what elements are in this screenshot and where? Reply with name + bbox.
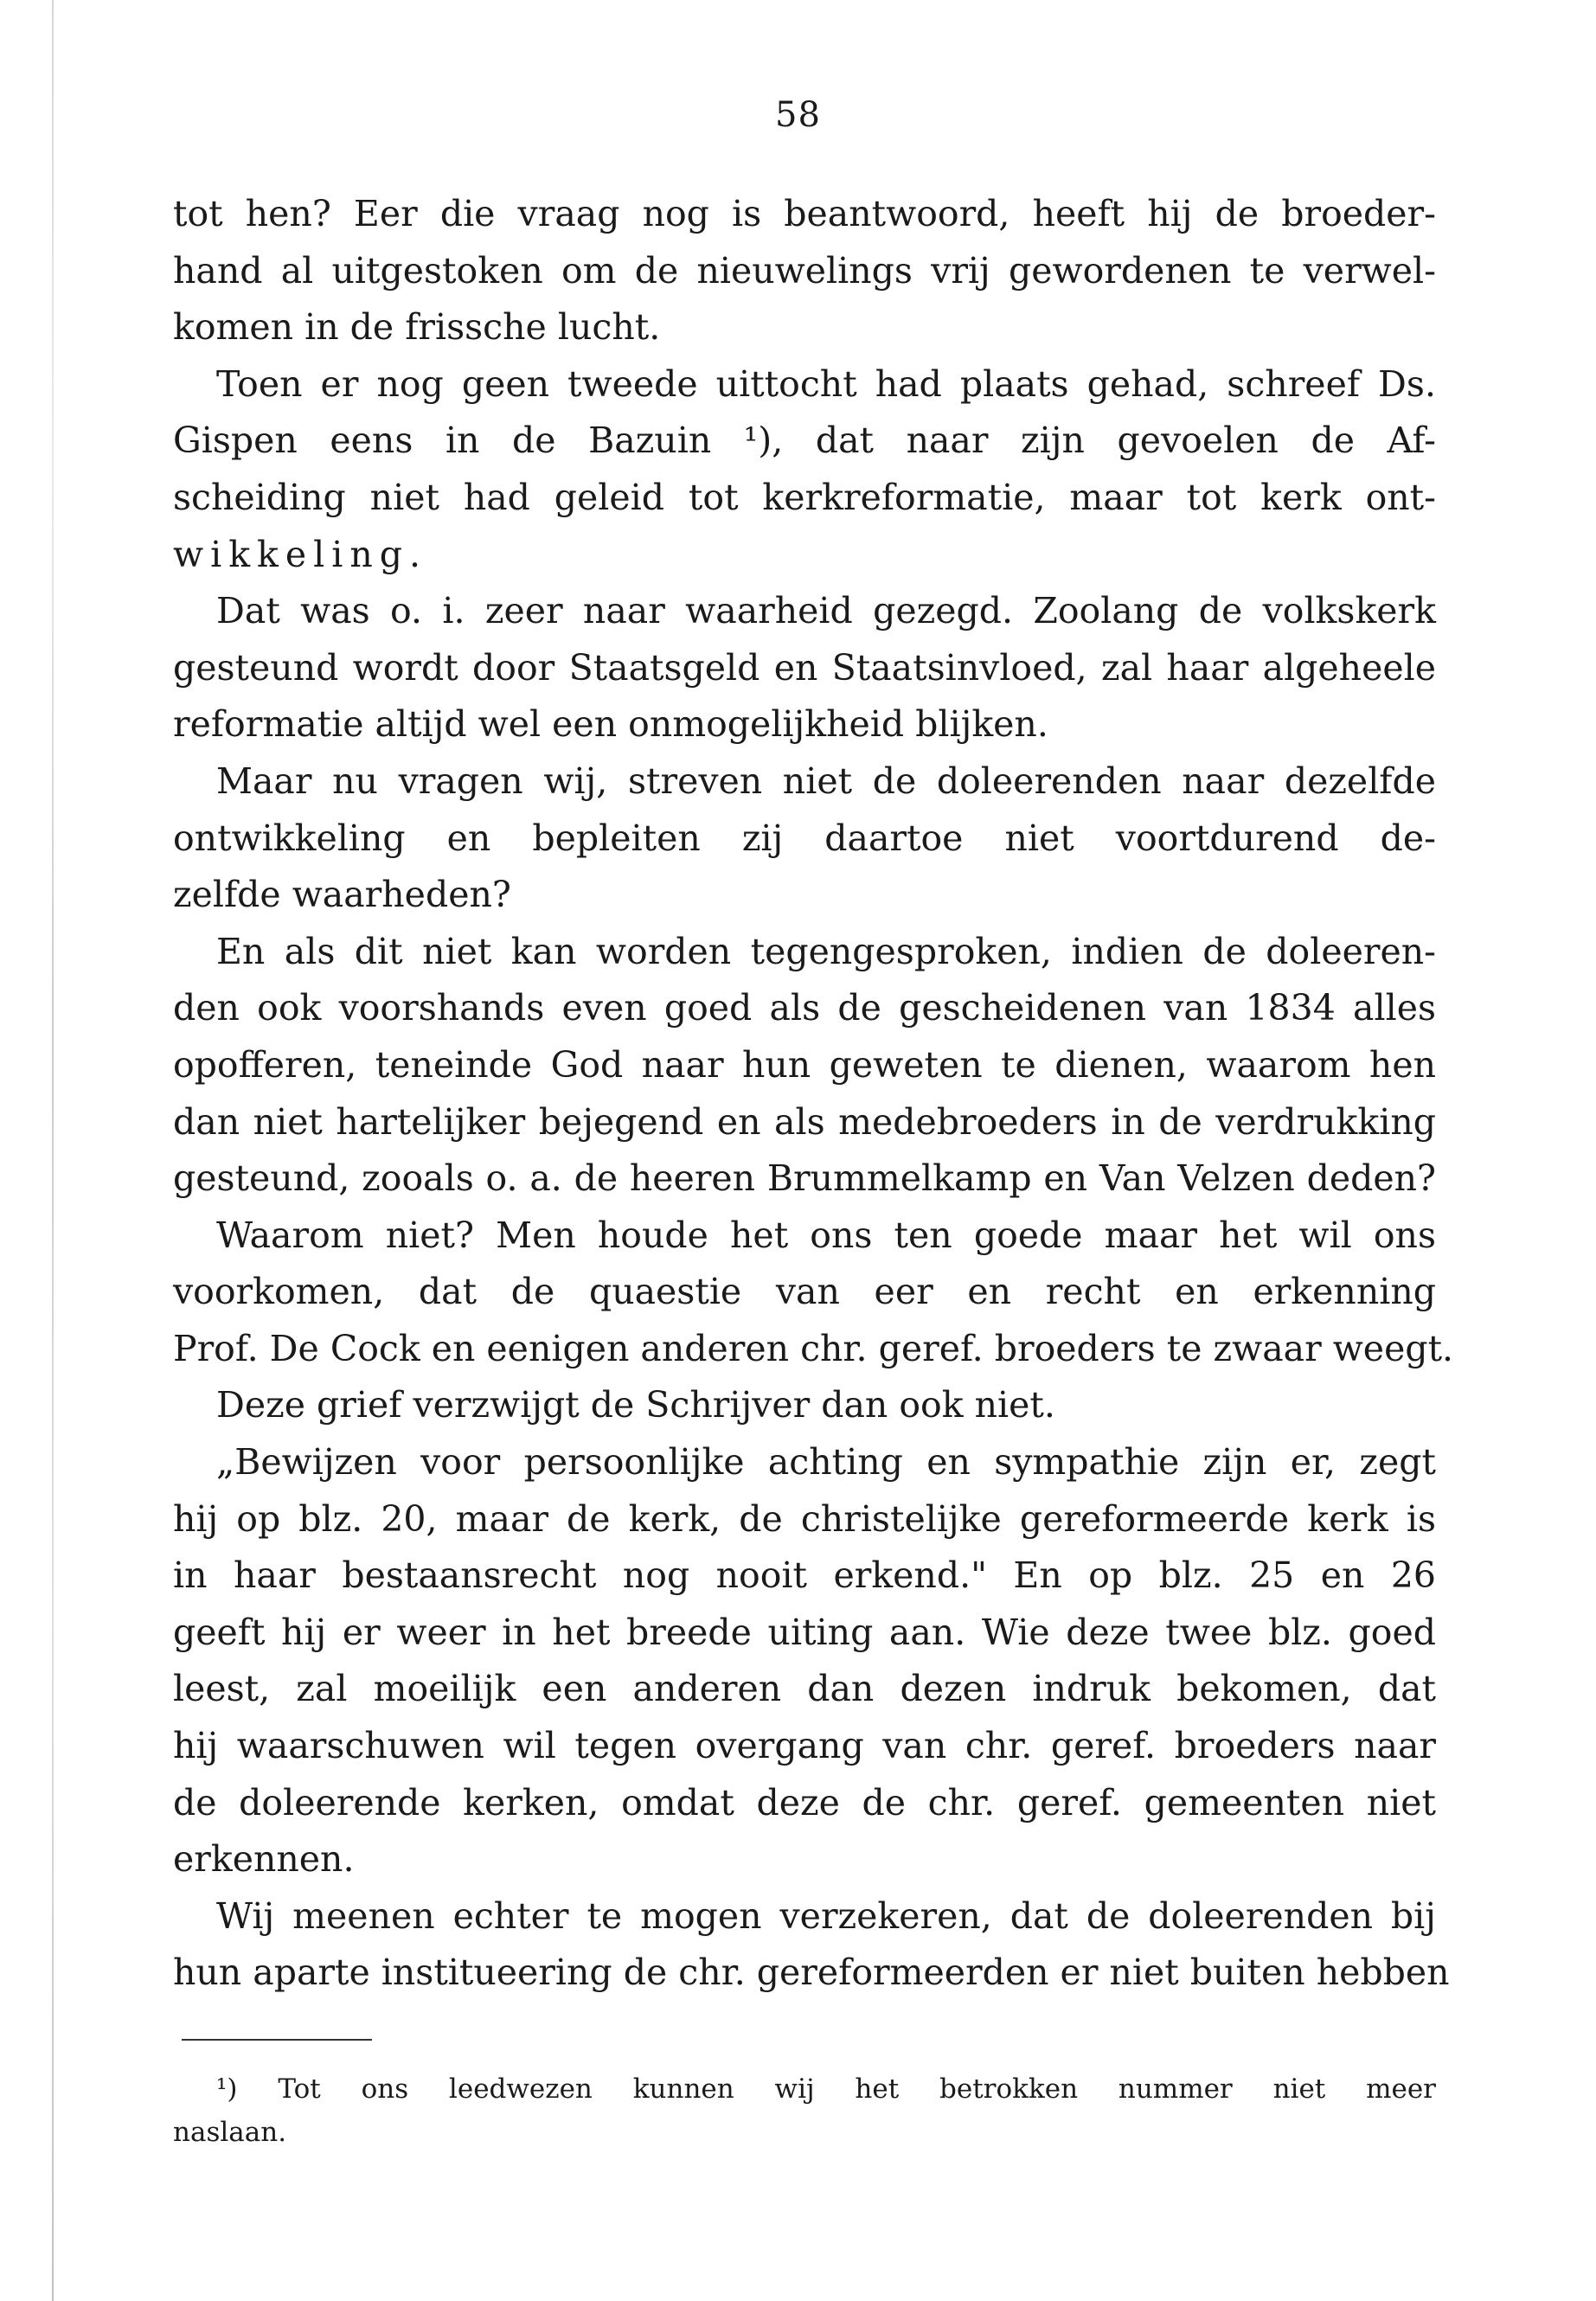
text-line: erkennen. (173, 1838, 355, 1881)
text-line: „Bewijzen voor persoonlijke achting en sympathie zijn er, zegt (216, 1441, 1436, 1484)
text-line: tot hen? Eer die vraag nog is beantwoord, heeft hij de broeder- (173, 193, 1436, 234)
text-line: Deze grief verzwijgt de Schrijver dan ook niet. (216, 1384, 1055, 1426)
footnote-line: naslaan. (173, 2117, 287, 2148)
body-text (173, 186, 1454, 2002)
text-line: zelfde waarheden? (173, 874, 511, 916)
text-line: voorkomen, dat de quaestie van eer en recht en erkenning (173, 1271, 1436, 1313)
footnote (173, 2067, 1436, 2154)
text-line: reformatie altijd wel een onmogelijkheid blijken. (173, 703, 1048, 746)
text-line: Gispen eens in de Bazuin ¹), dat naar zijn gevoelen de Af- (173, 420, 1436, 462)
text-line: hij op blz. 20, maar de kerk, de christelijke gereformeerde kerk is (173, 1497, 1436, 1540)
text-line: hand al uitgestoken om de nieuwelings vrij gewordenen te verwel- (173, 249, 1436, 292)
text-line: Waarom niet? Men houde het ons ten goede maar het wil ons (216, 1214, 1436, 1256)
text-line: in haar bestaansrecht nog nooit erkend." En op blz. 25 en 26 (173, 1554, 1436, 1597)
page-edge (52, 0, 54, 2301)
text-line: scheiding niet had geleid tot kerkreformatie, maar tot kerk ont- (173, 476, 1436, 518)
text-line: hij waarschuwen wil tegen overgang van chr. geref. broeders naar (173, 1725, 1436, 1767)
text-line: hun aparte institueering de chr. gereformeerden er niet buiten hebben (173, 1952, 1450, 1994)
footnote-line: ¹) Tot ons leedwezen kunnen wij het betrokken nummer niet meer (216, 2073, 1436, 2105)
text-line: Toen er nog geen tweede uittocht had plaats gehad, schreef Ds. (216, 362, 1436, 405)
text-line: den ook voorshands even goed als de gescheidenen van 1834 alles (173, 987, 1436, 1029)
text-line: Wij meenen echter te mogen verzekeren, dat de doleerenden bij (216, 1894, 1436, 1937)
text-line: gesteund wordt door Staatsgeld en Staatsinvloed, zal haar algeheele (173, 646, 1436, 689)
footnote-rule (182, 2039, 372, 2041)
text-line: gesteund, zooals o. a. de heeren Brummelkamp en Van Velzen deden? (173, 1157, 1436, 1200)
text-line: geeft hij er weer in het breede uiting aan. Wie deze twee blz. goed (173, 1611, 1436, 1653)
text-line: En als dit niet kan worden tegengesproken, indien de doleeren- (216, 930, 1436, 972)
page-number: 58 (775, 95, 821, 135)
text-line: dan niet hartelijker bejegend en als medebroeders in de verdrukking (173, 1100, 1436, 1143)
text-line: ontwikkeling en bepleiten zij daartoe niet voortdurend de- (173, 817, 1436, 859)
text-line: Prof. De Cock en eenigen anderen chr. geref. broeders te zwaar weegt. (173, 1327, 1454, 1369)
text-line: komen in de frissche lucht. (173, 306, 661, 349)
text-line: wikkeling. (173, 533, 428, 575)
text-line: leest, zal moeilijk een anderen dan dezen indruk bekomen, dat (173, 1668, 1436, 1710)
text-line: de doleerende kerken, omdat deze de chr. geref. gemeenten niet (173, 1781, 1436, 1823)
text-line: Maar nu vragen wij, streven niet de doleerenden naar dezelfde (216, 760, 1436, 802)
text-line: Dat was o. i. zeer naar waarheid gezegd. Zoolang de volkskerk (216, 590, 1436, 632)
text-line: opofferen, teneinde God naar hun geweten te dienen, waarom hen (173, 1043, 1436, 1086)
